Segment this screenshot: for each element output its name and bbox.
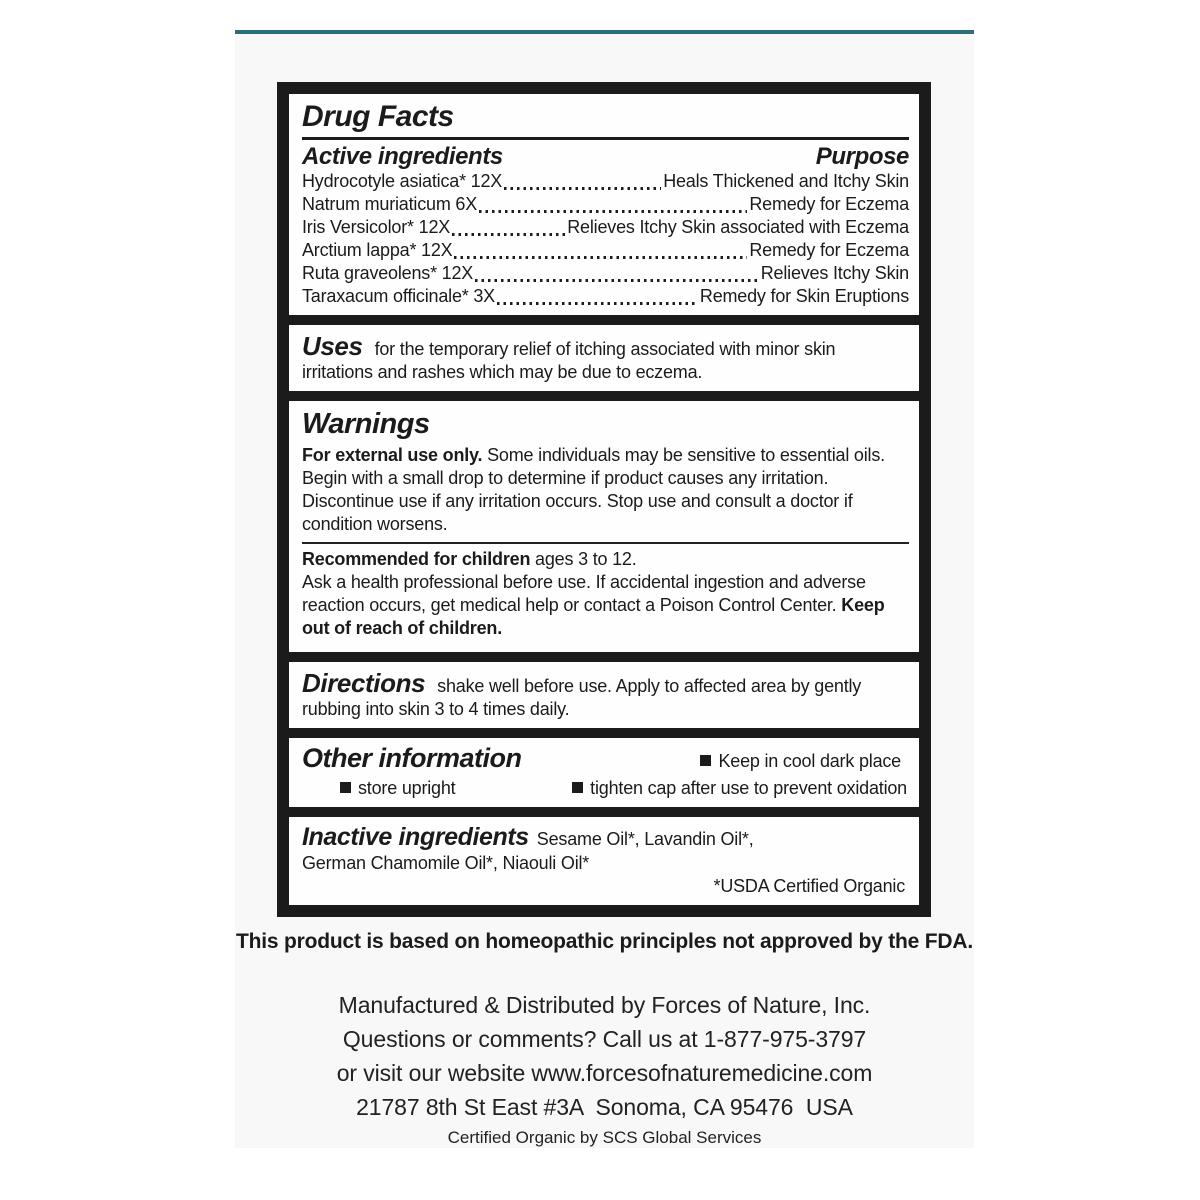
other-information-row-2	[302, 775, 909, 800]
other-information-section	[289, 738, 919, 807]
active-ingredients-heading: Active ingredients	[302, 143, 503, 170]
ingredient-name: Taraxacum officinale* 3X	[302, 286, 495, 306]
directions-text: shake well before use. Apply to affected area by gently rubbing into skin 3 to 4 times daily.	[302, 676, 862, 719]
uses-section	[289, 325, 919, 391]
bullet-text: tighten cap after use to prevent oxidation	[590, 778, 907, 798]
other-info-bullet-item	[340, 776, 455, 800]
manufacturer-footer	[235, 988, 974, 1149]
bullet-square-icon	[340, 782, 351, 793]
ingredient-purpose: Remedy for Skin Eruptions	[699, 286, 909, 306]
dotted-leader	[497, 302, 698, 305]
warnings-paragraph-1	[302, 444, 902, 536]
directions-heading: Directions	[302, 668, 426, 698]
ingredient-purpose: Remedy for Eczema	[749, 194, 909, 214]
fda-disclaimer: This product is based on homeopathic principles not approved by the FDA.	[235, 930, 973, 953]
ingredient-purpose: Relieves Itchy Skin	[760, 263, 909, 283]
website-line: or visit our website www.forcesofnaturemedicine.com	[336, 1060, 873, 1086]
warnings-divider-rule	[302, 542, 909, 544]
other-information-row-1	[302, 742, 909, 775]
drug-facts-box	[277, 82, 931, 917]
purpose-heading: Purpose	[815, 143, 909, 170]
other-info-bullet-item	[700, 749, 901, 773]
ingredient-purpose: Remedy for Eczema	[749, 240, 909, 260]
ingredient-name: Hydrocotyle asiatica* 12X	[302, 171, 503, 191]
bullet-text: Keep in cool dark place	[718, 751, 901, 771]
ingredient-name: Arctium lappa* 12X	[302, 240, 453, 260]
dotted-leader	[479, 210, 747, 213]
dotted-leader	[504, 187, 661, 190]
poison-control-text: Ask a health professional before use. If accidental ingestion and adverse reaction occurs, get medical help or contact a Poison Control Center.	[302, 572, 866, 615]
ingredient-name: Natrum muriaticum 6X	[302, 194, 478, 214]
other-information-heading: Other information	[302, 743, 522, 773]
inactive-ingredients-line-2: German Chamomile Oil*, Niaouli Oil*	[302, 853, 590, 873]
bullet-text: store upright	[358, 778, 456, 798]
ingredient-row	[302, 285, 909, 308]
uses-text: for the temporary relief of itching associated with minor skin irritations and rashes which may be due to eczema.	[302, 339, 836, 382]
ingredient-row	[302, 193, 909, 216]
ingredient-name: Iris Versicolor* 12X	[302, 217, 451, 237]
keep-out-of-reach-bold: Keep out of reach of children.	[302, 595, 885, 638]
bullet-square-icon	[572, 782, 583, 793]
drug-facts-title: Drug Facts	[302, 100, 454, 133]
ingredient-row	[302, 216, 909, 239]
phone-line: Questions or comments? Call us at 1-877-975-3797	[342, 1026, 867, 1052]
ingredient-purpose: Heals Thickened and Itchy Skin	[663, 171, 909, 191]
recommended-for-children-bold: Recommended for children	[302, 549, 531, 569]
warnings-paragraph-1-text: Some individuals may be sensitive to essential oils. Begin with a small drop to determine if product causes any irritation. Discontinue use if any irritation occurs. Stop use and consult a doctor if condition worsens.	[302, 445, 885, 534]
ingredient-name: Ruta graveolens* 12X	[302, 263, 474, 283]
title-divider-rule	[302, 137, 909, 140]
inactive-ingredients-heading: Inactive ingredients	[302, 823, 529, 851]
dotted-leader	[475, 279, 759, 282]
warnings-section	[289, 401, 919, 652]
warnings-paragraph-3	[302, 571, 909, 640]
inactive-ingredients-line-1	[302, 823, 909, 852]
ingredient-row	[302, 262, 909, 285]
uses-heading: Uses	[302, 331, 363, 361]
product-label-panel	[235, 30, 974, 1148]
warnings-external-use-bold: For external use only.	[302, 445, 483, 465]
active-ingredients-section	[289, 94, 919, 315]
inactive-ingredients-text: Sesame Oil*, Lavandin Oil*,	[536, 829, 754, 849]
ingredient-purpose: Relieves Itchy Skin associated with Eczema	[567, 217, 909, 237]
manufacturer-line: Manufactured & Distributed by Forces of Nature, Inc.	[338, 992, 871, 1018]
ingredient-row	[302, 170, 909, 193]
active-ingredients-header-row	[302, 143, 909, 170]
ages-text: ages 3 to 12.	[530, 549, 637, 569]
uses-paragraph	[302, 331, 909, 384]
directions-paragraph	[302, 668, 862, 721]
warnings-heading: Warnings	[302, 408, 430, 440]
ingredient-row	[302, 239, 909, 262]
usda-certified-note: *USDA Certified Organic	[713, 876, 905, 896]
address-line: 21787 8th St East #3A Sonoma, CA 95476 USA	[356, 1094, 853, 1120]
bullet-square-icon	[700, 755, 711, 766]
other-info-bullet-item	[572, 776, 907, 800]
directions-section	[289, 662, 919, 728]
inactive-ingredients-section	[289, 817, 919, 905]
dotted-leader	[454, 256, 747, 259]
dotted-leader	[452, 233, 565, 236]
warnings-paragraph-2	[302, 548, 909, 571]
certified-organic-line: Certified Organic by SCS Global Services	[447, 1128, 762, 1147]
